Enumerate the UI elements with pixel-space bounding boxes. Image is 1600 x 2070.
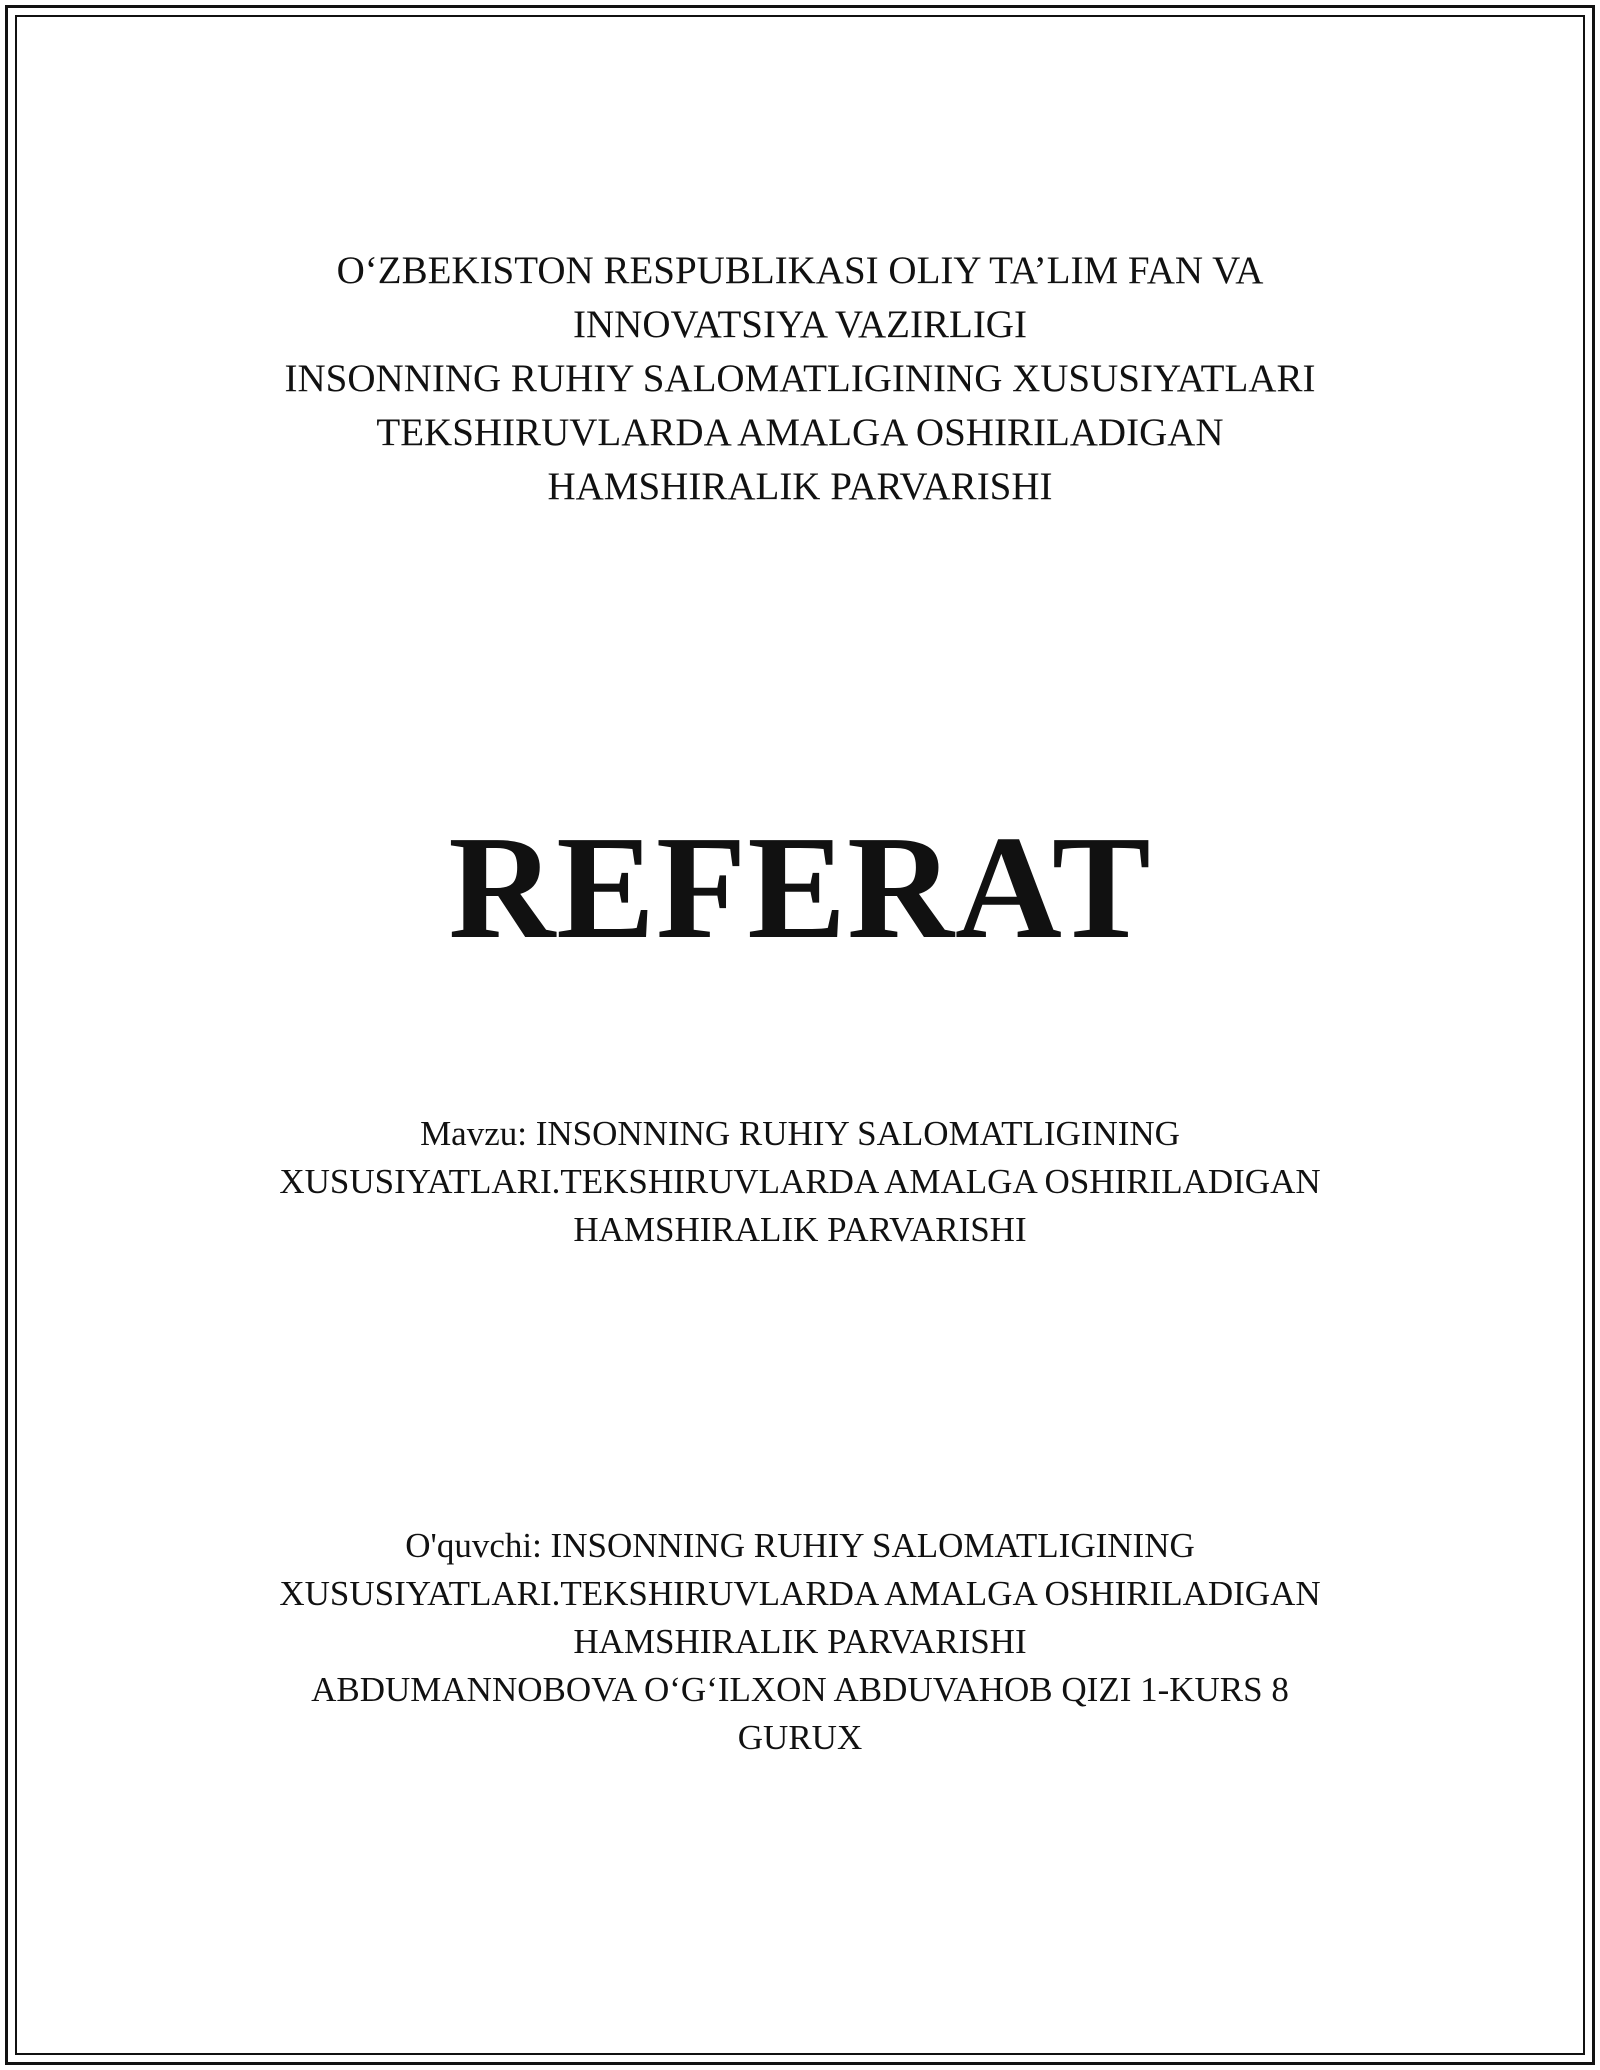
topic-block (0, 1110, 1600, 1254)
topic-line: XUSUSIYATLARI.TEKSHIRUVLARDA AMALGA OSHIRILADIGAN (279, 1162, 1321, 1201)
student-line: O'quvchi: INSONNING RUHIY SALOMATLIGINING (405, 1526, 1195, 1565)
ministry-header (0, 244, 1600, 514)
student-block (0, 1522, 1600, 1762)
document-title: REFERAT (448, 806, 1152, 970)
header-line: INNOVATSIYA VAZIRLIGI (573, 303, 1027, 346)
header-line: HAMSHIRALIK PARVARISHI (547, 465, 1053, 508)
student-line: ABDUMANNOBOVA O‘G‘ILXON ABDUVAHOB QIZI 1-KURS 8 (311, 1670, 1289, 1709)
topic-line: HAMSHIRALIK PARVARISHI (573, 1210, 1027, 1249)
header-line: TEKSHIRUVLARDA AMALGA OSHIRILADIGAN (376, 411, 1224, 454)
topic-line: Mavzu: INSONNING RUHIY SALOMATLIGINING (420, 1114, 1180, 1153)
student-line: GURUX (737, 1718, 863, 1757)
student-line: XUSUSIYATLARI.TEKSHIRUVLARDA AMALGA OSHIRILADIGAN (279, 1574, 1321, 1613)
header-line: O‘ZBEKISTON RESPUBLIKASI OLIY TA’LIM FAN VA (336, 249, 1264, 292)
header-line: INSONNING RUHIY SALOMATLIGINING XUSUSIYATLARI (284, 357, 1316, 400)
student-line: HAMSHIRALIK PARVARISHI (573, 1622, 1027, 1661)
